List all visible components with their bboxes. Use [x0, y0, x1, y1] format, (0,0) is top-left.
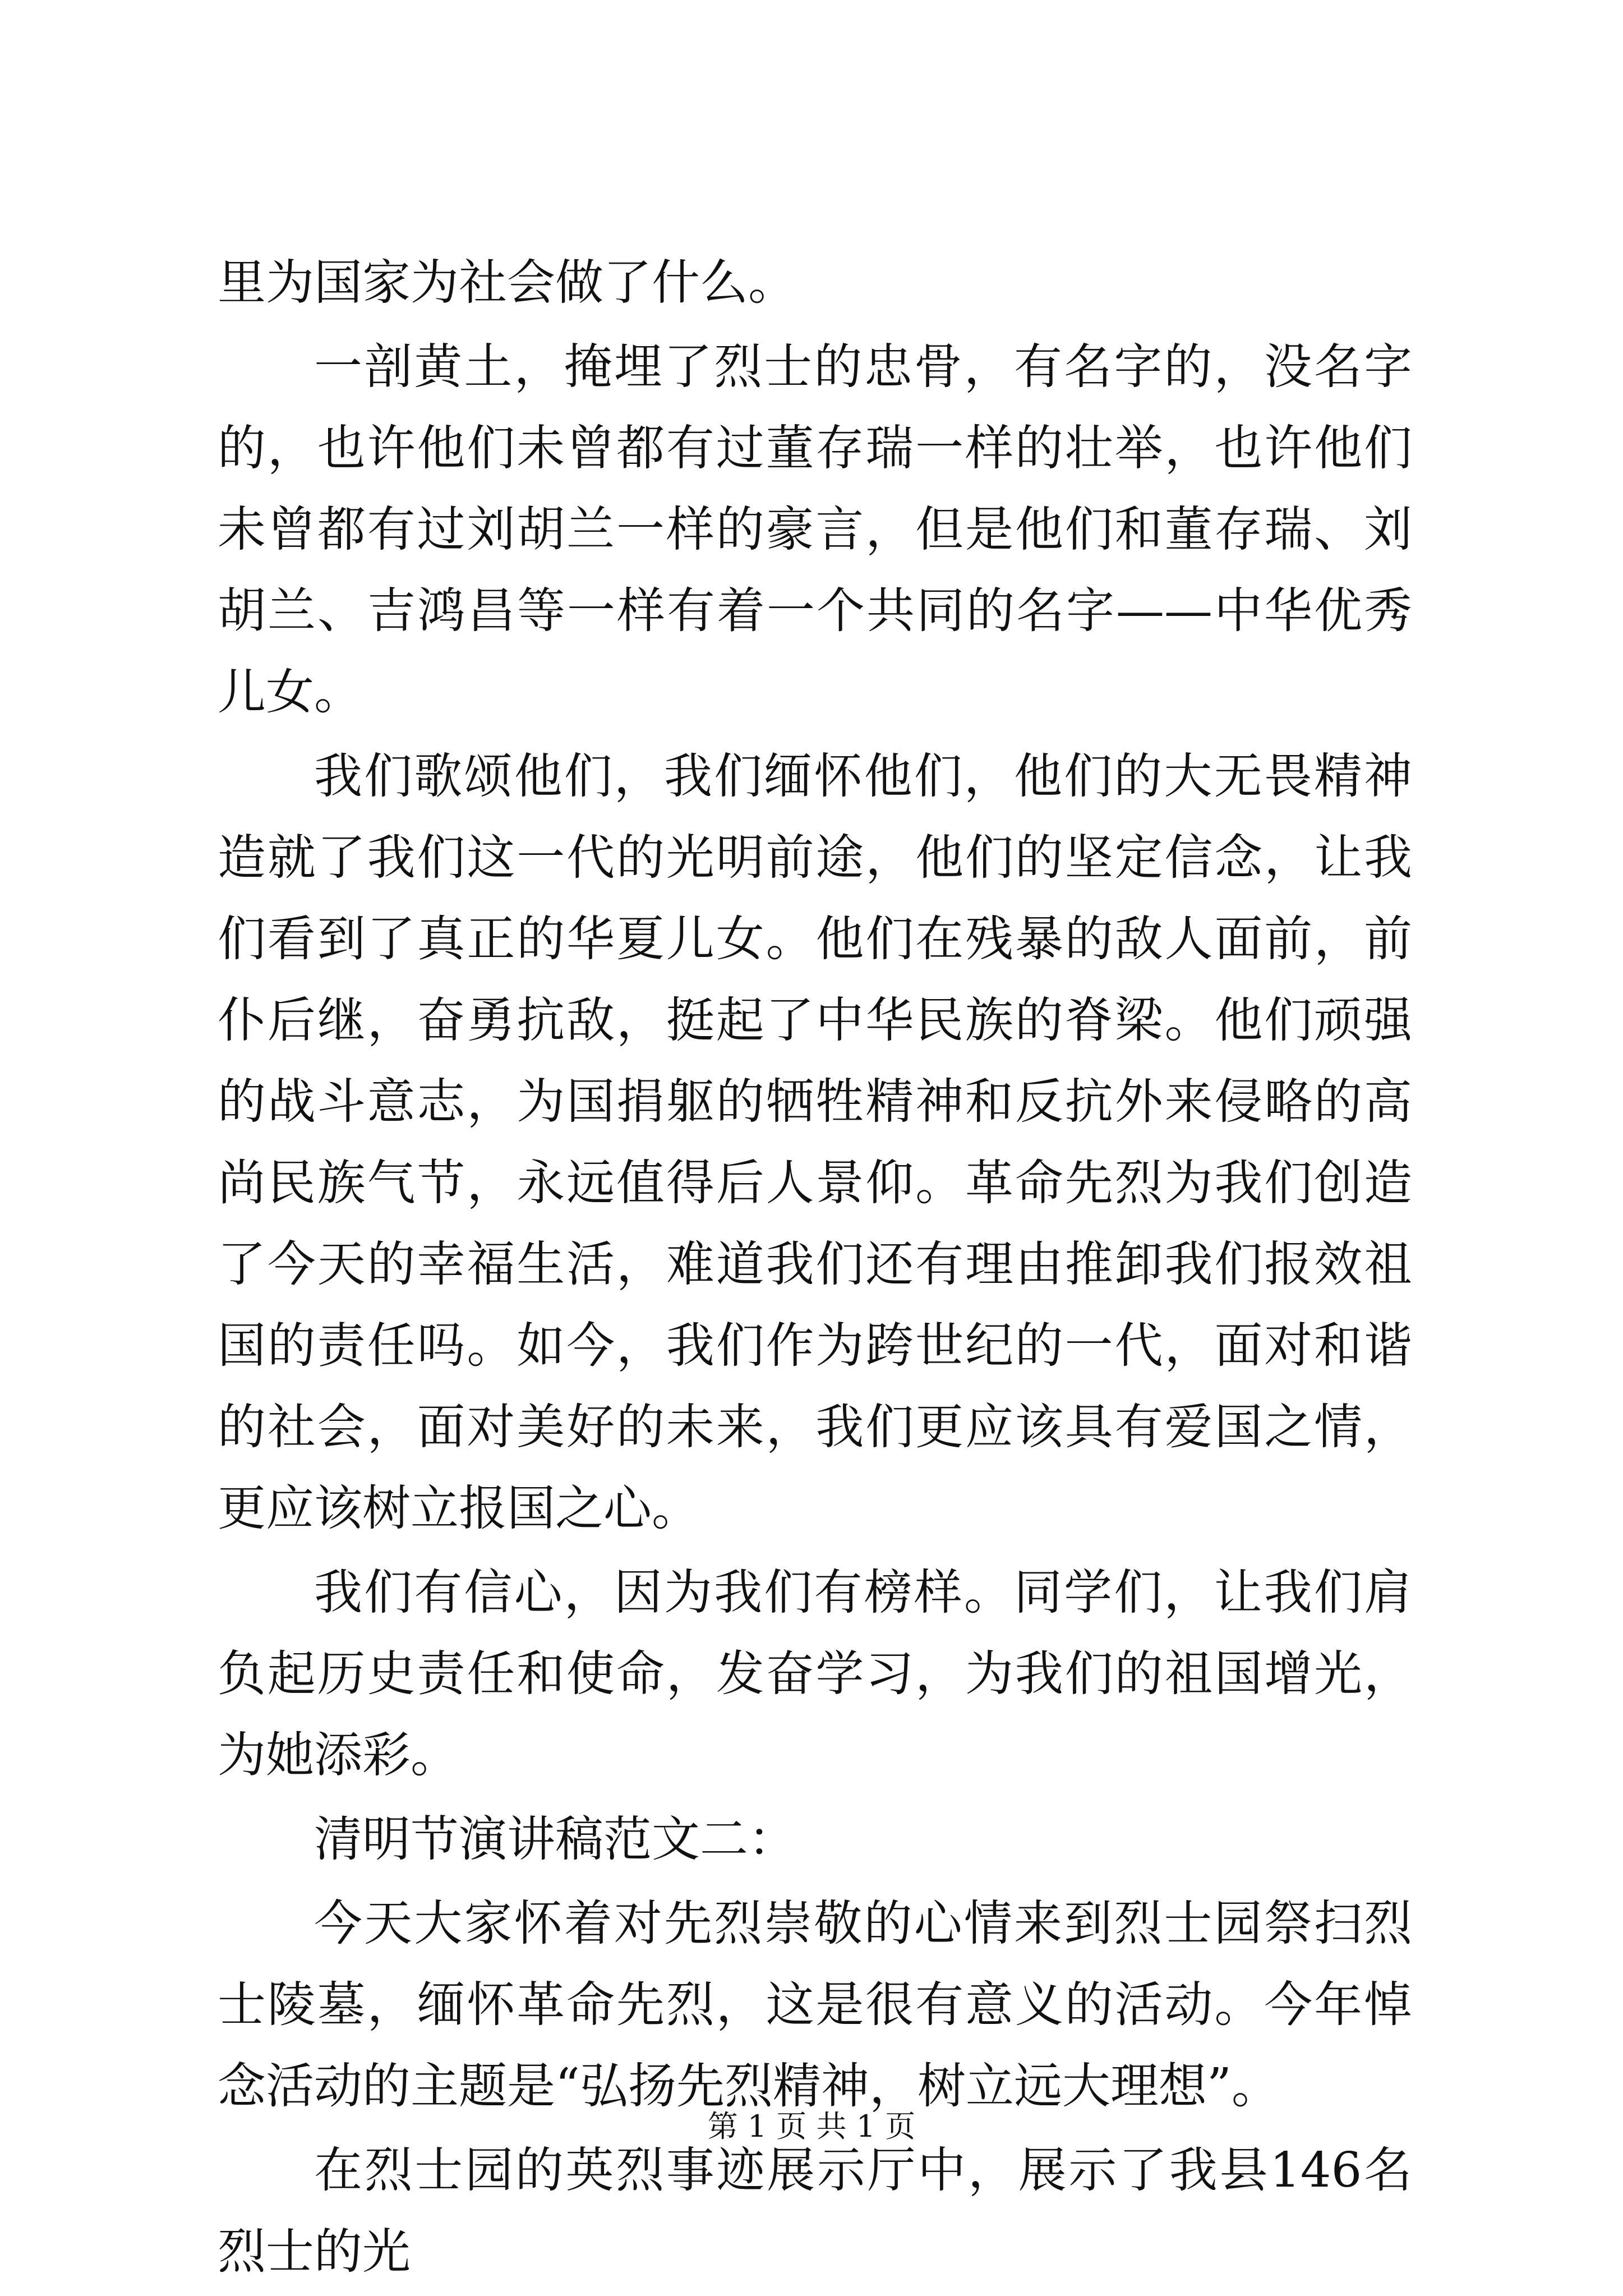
paragraph-continuation: 里为国家为社会做了什么。 — [218, 255, 796, 311]
paragraph-exhibition-hall: 在烈士园的英烈事迹展示厅中，展示了我县146名烈士的光 — [218, 2142, 1412, 2280]
paragraph-yellow-earth: 一剖黄土，掩埋了烈士的忠骨，有名字的，没名字的，也许他们未曾都有过董存瑞一样的壮举，也许他们未曾都有过刘胡兰一样的豪言，但是他们和董存瑞、刘胡兰、吉鸿昌等一样有着一个共同的名字——中华优秀儿女。 — [218, 339, 1412, 720]
paragraph-confidence: 我们有信心，因为我们有榜样。同学们，让我们肩负起历史责任和使命，发奋学习，为我们的祖国增光，为她添彩。 — [218, 1565, 1412, 1783]
page-number-footer: 第 1 页 共 1 页 — [707, 2109, 916, 2144]
section-heading-sample-two: 清明节演讲稿范文二： — [314, 1811, 796, 1867]
document-body — [218, 242, 1412, 2295]
paragraph-praise-martyrs: 我们歌颂他们，我们缅怀他们，他们的大无畏精神造就了我们这一代的光明前途，他们的坚定信念，让我们看到了真正的华夏儿女。他们在残暴的敌人面前，前仆后继，奋勇抗敌，挺起了中华民族的脊梁。他们顽强的战斗意志，为国捐躯的牺牲精神和反抗外来侵略的高尚民族气节，永远值得后人景仰。革命先烈为我们创造了今天的幸福生活，难道我们还有理由推卸我们报效祖国的责任吗。如今，我们作为跨世纪的一代，面对和谐的社会，面对美好的未来，我们更应该具有爱国之情，更应该树立报国之心。 — [218, 748, 1412, 1536]
paragraph-memorial-activity: 今天大家怀着对先烈崇敬的心情来到烈士园祭扫烈士陵墓，缅怀革命先烈，这是很有意义的活动。今年悼念活动的主题是“弘扬先烈精神，树立远大理想”。 — [218, 1895, 1412, 2114]
